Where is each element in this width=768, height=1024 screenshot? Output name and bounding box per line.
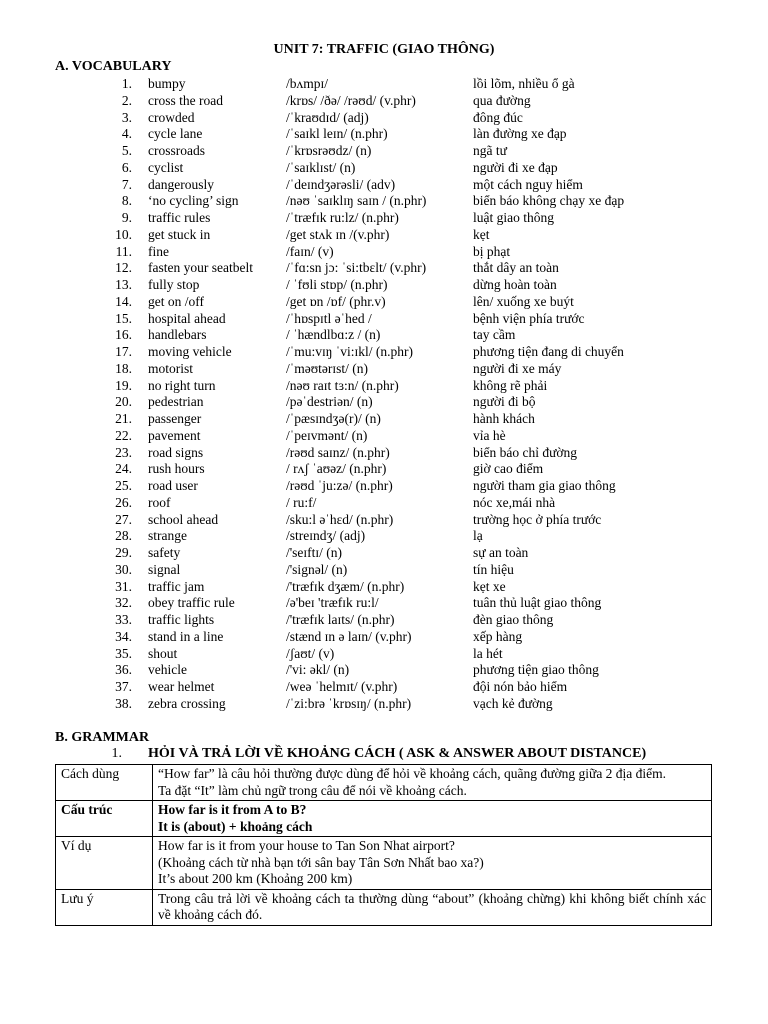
vocab-meaning: lạ <box>473 528 483 544</box>
vocab-meaning: la hét <box>473 645 503 661</box>
vocab-ipa: /'signəl/ (n) <box>286 561 348 577</box>
vocab-word: wear helmet <box>148 679 215 694</box>
vocab-row <box>0 461 768 478</box>
vocab-meaning: lên/ xuống xe buýt <box>473 293 574 309</box>
example-line: (Khoảng cách từ nhà bạn tới sân bay Tân Sơn Nhất bao xa?) <box>158 854 484 870</box>
vocab-number: 36. <box>115 662 132 678</box>
structure-line: It is (about) + khoảng cách <box>158 818 313 834</box>
vocab-row <box>0 126 768 143</box>
vocab-number: 19. <box>115 377 132 393</box>
vocab-word: motorist <box>148 360 194 376</box>
vocab-word: cross the road <box>148 92 223 108</box>
vocab-number: 27. <box>115 511 132 527</box>
vocab-number: 26. <box>115 494 132 510</box>
vocab-word: traffic rules <box>148 210 211 225</box>
vocab-row <box>0 646 768 663</box>
example-line: How far is it from your house to Tan Son Nhat airport? <box>158 838 455 853</box>
example-label: Ví dụ <box>56 837 153 890</box>
vocab-ipa: /streɪndʒ/ (adj) <box>286 528 366 544</box>
vocab-number: 16. <box>115 327 132 343</box>
vocab-number: 8. <box>121 193 132 209</box>
vocab-ipa: /ˈmu:vɪŋ ˈvi:ɪkl/ (n.phr) <box>286 344 414 359</box>
vocab-row <box>0 93 768 110</box>
vocab-meaning: tín hiệu <box>473 561 514 577</box>
vocab-row <box>0 260 768 277</box>
vocab-row <box>0 512 768 529</box>
vocab-row <box>0 562 768 579</box>
vocab-ipa: /bʌmpɪ/ <box>286 76 329 91</box>
vocab-number: 30. <box>115 561 132 577</box>
vocab-number: 24. <box>115 461 132 477</box>
vocab-meaning: tay cầm <box>473 327 516 343</box>
vocab-word: safety <box>148 545 181 560</box>
vocab-meaning: đông đúc <box>473 109 523 125</box>
vocab-row <box>0 545 768 562</box>
vocab-word: passenger <box>148 411 202 426</box>
grammar-row-example <box>56 837 712 890</box>
vocab-row <box>0 478 768 495</box>
section-b-heading: B. GRAMMAR <box>55 730 150 745</box>
vocab-row <box>0 177 768 194</box>
vocab-row <box>0 595 768 612</box>
vocab-word: cyclist <box>148 159 184 175</box>
vocab-word: school ahead <box>148 511 219 527</box>
vocab-ipa: /weə ˈhelmɪt/ (v.phr) <box>286 679 398 694</box>
vocab-meaning: xếp hàng <box>473 628 523 644</box>
vocabulary-list <box>0 76 768 713</box>
vocab-ipa: /get ɒn /ɒf/ (phr.v) <box>286 293 386 309</box>
vocab-row <box>0 662 768 679</box>
vocab-number: 9. <box>121 210 132 225</box>
vocab-ipa: /ˈhɒspɪtl əˈhed / <box>286 310 372 326</box>
vocab-ipa: / ˈhændlbɑ:z / (n) <box>286 327 381 343</box>
vocab-word: vehicle <box>148 662 187 678</box>
grammar-row-note <box>56 889 712 925</box>
vocab-row <box>0 327 768 344</box>
vocab-number: 18. <box>115 360 132 376</box>
section-a-heading: A. VOCABULARY <box>55 59 172 74</box>
vocab-word: moving vehicle <box>148 344 232 359</box>
vocab-ipa: /get stʌk ɪn /(v.phr) <box>286 226 390 242</box>
vocab-number: 32. <box>115 595 132 611</box>
vocab-number: 33. <box>115 612 132 627</box>
vocab-number: 7. <box>121 176 132 192</box>
vocab-row <box>0 579 768 596</box>
vocab-word: road signs <box>148 444 204 460</box>
vocab-number: 11. <box>115 243 132 259</box>
usage-line: Ta đặt “It” làm chủ ngữ trong câu để nói về khoảng cách. <box>158 782 467 798</box>
vocab-number: 4. <box>121 126 132 142</box>
vocab-word: crossroads <box>148 143 205 158</box>
example-line: It’s about 200 km (Khoảng 200 km) <box>158 871 353 886</box>
vocab-meaning: nóc xe,mái nhà <box>473 494 556 510</box>
vocab-number: 25. <box>115 478 132 493</box>
vocab-meaning: qua đường <box>473 92 531 108</box>
vocab-number: 1. <box>121 76 132 91</box>
vocab-word: crowded <box>148 109 195 125</box>
vocab-word: zebra crossing <box>148 695 226 711</box>
vocab-row <box>0 679 768 696</box>
vocab-ipa: /rəʊd ˈju:zə/ (n.phr) <box>286 478 393 493</box>
structure-line: How far is it from A to B? <box>158 802 307 817</box>
vocab-ipa: / rʌʃ ˈaʊəz/ (n.phr) <box>286 461 387 477</box>
vocab-meaning: tuân thủ luật giao thông <box>473 595 602 611</box>
vocab-meaning: người đi xe máy <box>473 360 562 376</box>
vocab-row <box>0 696 768 713</box>
vocab-ipa: /ˈsaɪkl leɪn/ (n.phr) <box>286 126 388 142</box>
vocab-row <box>0 76 768 93</box>
vocab-ipa: /rəʊd saɪnz/ (n.phr) <box>286 444 390 460</box>
vocab-meaning: giờ cao điểm <box>473 461 544 477</box>
vocab-number: 3. <box>121 109 132 125</box>
vocab-word: signal <box>148 561 181 577</box>
vocab-meaning: làn đường xe đạp <box>473 126 567 142</box>
vocab-word: bumpy <box>148 76 186 91</box>
vocab-number: 29. <box>115 545 132 560</box>
vocab-number: 22. <box>115 427 132 443</box>
vocab-row <box>0 110 768 127</box>
vocab-word: get on /off <box>148 293 204 309</box>
vocab-row <box>0 344 768 361</box>
vocab-word: fully stop <box>148 277 200 292</box>
vocab-meaning: biển báo chỉ đường <box>473 444 578 460</box>
vocab-number: 23. <box>115 444 132 460</box>
vocab-meaning: trường học ở phía trước <box>473 511 602 527</box>
grammar-heading-number: 1. <box>111 746 122 761</box>
vocab-row <box>0 244 768 261</box>
vocab-meaning: hành khách <box>473 411 535 426</box>
vocab-meaning: đèn giao thông <box>473 612 554 627</box>
vocab-number: 17. <box>115 344 132 359</box>
vocab-word: pavement <box>148 427 201 443</box>
vocab-word: dangerously <box>148 176 214 192</box>
vocab-row <box>0 227 768 244</box>
vocab-row <box>0 311 768 328</box>
vocab-meaning: đội nón bảo hiểm <box>473 679 568 694</box>
grammar-table <box>55 764 712 926</box>
vocab-number: 35. <box>115 645 132 661</box>
vocab-ipa: /nəʊ ˈsaɪklɪŋ saɪn / (n.phr) <box>286 193 427 209</box>
grammar-heading-title: HỎI VÀ TRẢ LỜI VỀ KHOẢNG CÁCH ( ASK & ANSWER ABOUT DISTANCE) <box>148 746 647 761</box>
vocab-word: pedestrian <box>148 394 204 410</box>
vocab-word: cycle lane <box>148 126 203 142</box>
vocab-ipa: /ʃaʊt/ (v) <box>286 645 335 661</box>
note-label: Lưu ý <box>56 889 153 925</box>
vocab-ipa: /stænd ɪn ə laɪn/ (v.phr) <box>286 628 412 644</box>
vocab-row <box>0 143 768 160</box>
vocab-number: 31. <box>115 578 132 594</box>
vocab-meaning: bệnh viện phía trước <box>473 310 585 326</box>
vocab-meaning: ngã tư <box>473 143 507 158</box>
vocab-number: 21. <box>115 411 132 426</box>
vocab-row <box>0 193 768 210</box>
vocab-number: 14. <box>115 293 132 309</box>
vocab-row <box>0 428 768 445</box>
vocab-row <box>0 277 768 294</box>
vocab-meaning: lồi lõm, nhiều ổ gà <box>473 76 575 91</box>
vocab-word: fasten your seatbelt <box>148 260 253 276</box>
vocab-word: hospital ahead <box>148 310 226 326</box>
usage-content <box>153 765 712 801</box>
vocab-meaning: dừng hoàn toàn <box>473 277 557 292</box>
vocab-meaning: kẹt xe <box>473 578 506 594</box>
vocab-word: no right turn <box>148 377 216 393</box>
vocab-ipa: /ˈkraʊdɪd/ (adj) <box>286 109 369 125</box>
grammar-heading <box>100 746 720 762</box>
vocab-ipa: /ˈfɑ:sn jɔ: ˈsi:tbɛlt/ (v.phr) <box>286 260 427 276</box>
vocab-row <box>0 294 768 311</box>
vocab-meaning: vỉa hè <box>473 427 506 443</box>
vocab-meaning: luật giao thông <box>473 210 554 225</box>
vocab-ipa: /krɒs/ /ðə/ /rəʊd/ (v.phr) <box>286 92 416 108</box>
vocab-word: strange <box>148 528 187 544</box>
vocab-word: roof <box>148 494 171 510</box>
vocab-row <box>0 528 768 545</box>
note-line: Trong câu trả lời về khoảng cách ta thường dùng “about” (khoảng chừng) khi không biết chính xác về khoảng cách đó. <box>158 890 706 922</box>
vocab-meaning: một cách nguy hiểm <box>473 176 583 192</box>
vocab-number: 5. <box>121 143 132 158</box>
grammar-row-structure <box>56 801 712 837</box>
vocab-word: shout <box>148 645 178 661</box>
vocab-ipa: / ru:f/ <box>286 494 317 510</box>
vocab-number: 20. <box>115 394 132 410</box>
vocab-number: 6. <box>121 159 132 175</box>
vocab-ipa: /'træfɪk laɪts/ (n.phr) <box>286 612 395 627</box>
vocab-meaning: kẹt <box>473 226 490 242</box>
vocab-ipa: /ˈtræfɪk ru:lz/ (n.phr) <box>286 210 399 225</box>
vocab-row <box>0 612 768 629</box>
vocab-ipa: /pəˈdestriən/ (n) <box>286 394 373 410</box>
note-content <box>153 889 712 925</box>
vocab-row <box>0 160 768 177</box>
vocab-meaning: không rẽ phải <box>473 377 548 393</box>
vocab-row <box>0 411 768 428</box>
vocab-number: 28. <box>115 528 132 544</box>
vocab-number: 12. <box>115 260 132 276</box>
vocab-word: get stuck in <box>148 226 211 242</box>
vocab-word: obey traffic rule <box>148 595 235 611</box>
vocab-ipa: /ˈməʊtərɪst/ (n) <box>286 360 369 376</box>
vocab-ipa: /sku:l əˈhɛd/ (n.phr) <box>286 511 394 527</box>
usage-label: Cách dùng <box>56 765 153 801</box>
vocab-number: 10. <box>115 226 132 242</box>
vocab-meaning: người tham gia giao thông <box>473 478 616 493</box>
vocab-ipa: /ˈsaɪklɪst/ (n) <box>286 159 356 175</box>
vocab-ipa: /ˈpæsɪndʒə(r)/ (n) <box>286 411 381 426</box>
vocab-row <box>0 378 768 395</box>
example-content <box>153 837 712 890</box>
vocab-ipa: /ˈzi:brə ˈkrɒsɪŋ/ (n.phr) <box>286 695 412 711</box>
vocab-row <box>0 394 768 411</box>
vocab-ipa: /'vi: əkl/ (n) <box>286 662 350 678</box>
vocab-meaning: người đi xe đạp <box>473 159 558 175</box>
vocab-number: 2. <box>121 92 132 108</box>
vocab-ipa: /faɪn/ (v) <box>286 243 334 259</box>
vocab-word: ‘no cycling’ sign <box>148 193 239 209</box>
vocab-meaning: người đi bộ <box>473 394 536 410</box>
vocab-ipa: /ˈpeɪvmənt/ (n) <box>286 427 368 443</box>
vocab-row <box>0 445 768 462</box>
vocab-ipa: /ə'beɪ 'træfɪk ru:l/ <box>286 595 379 611</box>
vocab-word: rush hours <box>148 461 205 477</box>
vocab-word: traffic jam <box>148 578 205 594</box>
vocab-meaning: biển báo không chạy xe đạp <box>473 193 625 209</box>
vocab-row <box>0 629 768 646</box>
vocab-ipa: /'seɪftɪ/ (n) <box>286 545 343 560</box>
structure-content <box>153 801 712 837</box>
vocab-word: handlebars <box>148 327 207 343</box>
vocab-number: 13. <box>115 277 132 292</box>
vocab-meaning: vạch kẻ đường <box>473 695 553 711</box>
vocab-ipa: /ˈkrɒsrəʊdz/ (n) <box>286 143 372 158</box>
vocab-word: road user <box>148 478 198 493</box>
vocab-word: fine <box>148 243 169 259</box>
vocab-meaning: sự an toàn <box>473 545 529 560</box>
vocab-number: 38. <box>115 695 132 711</box>
vocab-meaning: bị phạt <box>473 243 511 259</box>
grammar-row-usage <box>56 765 712 801</box>
vocab-word: stand in a line <box>148 628 224 644</box>
vocab-row <box>0 361 768 378</box>
vocab-number: 37. <box>115 679 132 694</box>
vocab-row <box>0 495 768 512</box>
usage-line: “How far” là câu hỏi thường được dùng để hỏi về khoảng cách, quãng đường giữa 2 địa điểm. <box>158 766 667 781</box>
vocab-number: 34. <box>115 628 132 644</box>
structure-label: Cấu trúc <box>56 801 153 837</box>
vocab-ipa: /'træfɪk dʒæm/ (n.phr) <box>286 578 405 594</box>
vocab-ipa: /ˈdeɪndʒərəsli/ (adv) <box>286 176 396 192</box>
vocab-meaning: thắt dây an toàn <box>473 260 559 276</box>
vocab-ipa: /nəʊ raɪt tɜ:n/ (n.phr) <box>286 377 399 393</box>
vocab-meaning: phương tiện giao thông <box>473 662 599 678</box>
vocab-ipa: / ˈfʊli stɒp/ (n.phr) <box>286 277 388 292</box>
vocab-meaning: phương tiện đang di chuyển <box>473 344 624 359</box>
vocab-word: traffic lights <box>148 612 215 627</box>
page-title: UNIT 7: TRAFFIC (GIAO THÔNG) <box>273 42 495 57</box>
vocab-number: 15. <box>115 310 132 326</box>
vocab-row <box>0 210 768 227</box>
